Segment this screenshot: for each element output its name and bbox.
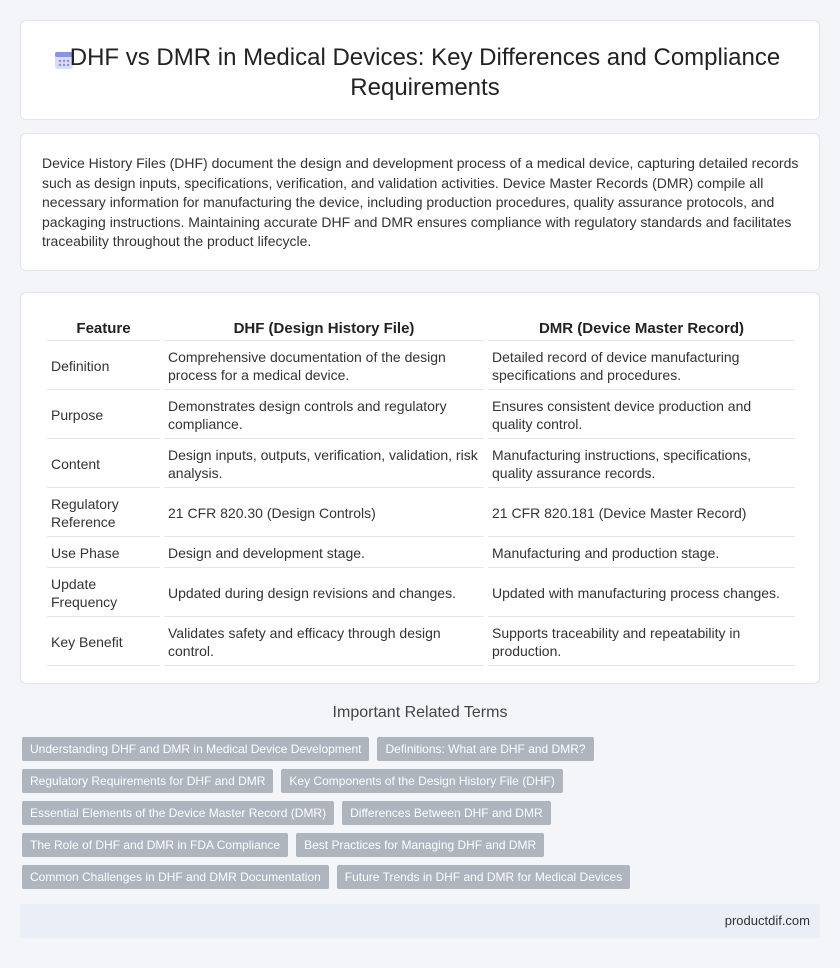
related-term-link[interactable]: Future Trends in DHF and DMR for Medical Devices: [337, 865, 630, 889]
dhf-cell: 21 CFR 820.30 (Design Controls): [164, 488, 484, 537]
related-term-link[interactable]: Differences Between DHF and DMR: [342, 801, 551, 825]
feature-cell: Regulatory Reference: [47, 488, 160, 537]
intro-paragraph: Device History Files (DHF) document the design and development process of a medical device, capturing detailed records such as design inputs, specifications, verification, and validation activities. Device Master Records (DMR) compile all necessary information for manufacturing the device, including production procedures, quality assurance protocols, and packaging instructions. Maintaining accurate DHF and DMR ensures compliance with regulatory standards and facilitates traceability throughout the product lifecycle.: [42, 155, 799, 250]
feature-cell: Purpose: [47, 390, 160, 439]
column-header-dhf: DHF (Design History File): [164, 313, 484, 341]
dmr-cell: Manufacturing instructions, specifications, quality assurance records.: [488, 439, 795, 488]
comparison-table: [43, 313, 799, 666]
feature-cell: Content: [47, 439, 160, 488]
related-term-link[interactable]: Essential Elements of the Device Master Record (DMR): [22, 801, 334, 825]
dhf-cell: Design and development stage.: [164, 537, 484, 568]
table-row: [47, 537, 795, 568]
dmr-cell: Detailed record of device manufacturing specifications and procedures.: [488, 341, 795, 390]
related-terms-list: [22, 737, 822, 889]
column-header-feature: Feature: [47, 313, 160, 341]
feature-cell: Key Benefit: [47, 617, 160, 666]
dmr-cell: Ensures consistent device production and quality control.: [488, 390, 795, 439]
page-title: DHF vs DMR in Medical Devices: Key Differences and Compliance Requirements: [69, 44, 781, 101]
related-terms-heading: Important Related Terms: [332, 704, 508, 721]
related-term-link[interactable]: The Role of DHF and DMR in FDA Compliance: [22, 833, 288, 857]
dmr-cell: Manufacturing and production stage.: [488, 537, 795, 568]
table-row: [47, 568, 795, 617]
related-term-link[interactable]: Best Practices for Managing DHF and DMR: [296, 833, 544, 857]
table-row: [47, 439, 795, 488]
dhf-cell: Comprehensive documentation of the design process for a medical device.: [164, 341, 484, 390]
table-row: [47, 390, 795, 439]
table-row: [47, 488, 795, 537]
table-row: [47, 341, 795, 390]
feature-cell: Definition: [47, 341, 160, 390]
footer-site-name[interactable]: productdif.com: [724, 913, 810, 928]
dhf-cell: Design inputs, outputs, verification, validation, risk analysis.: [164, 439, 484, 488]
dhf-cell: Demonstrates design controls and regulatory compliance.: [164, 390, 484, 439]
dmr-cell: Supports traceability and repeatability in production.: [488, 617, 795, 666]
related-term-link[interactable]: Common Challenges in DHF and DMR Documentation: [22, 865, 329, 889]
related-term-link[interactable]: Regulatory Requirements for DHF and DMR: [22, 769, 273, 793]
feature-cell: Update Frequency: [47, 568, 160, 617]
dmr-cell: Updated with manufacturing process changes.: [488, 568, 795, 617]
dmr-cell: 21 CFR 820.181 (Device Master Record): [488, 488, 795, 537]
dhf-cell: Validates safety and efficacy through design control.: [164, 617, 484, 666]
column-header-dmr: DMR (Device Master Record): [488, 313, 795, 341]
related-term-link[interactable]: Key Components of the Design History File (DHF): [281, 769, 562, 793]
table-header-row: [47, 313, 795, 341]
related-term-link[interactable]: Understanding DHF and DMR in Medical Device Development: [22, 737, 369, 761]
comparison-table-card: [20, 292, 820, 684]
table-row: [47, 617, 795, 666]
intro-card: [20, 133, 820, 271]
related-term-link[interactable]: Definitions: What are DHF and DMR?: [377, 737, 593, 761]
dhf-cell: Updated during design revisions and changes.: [164, 568, 484, 617]
footer: [20, 904, 820, 938]
header-card: [20, 20, 820, 120]
feature-cell: Use Phase: [47, 537, 160, 568]
